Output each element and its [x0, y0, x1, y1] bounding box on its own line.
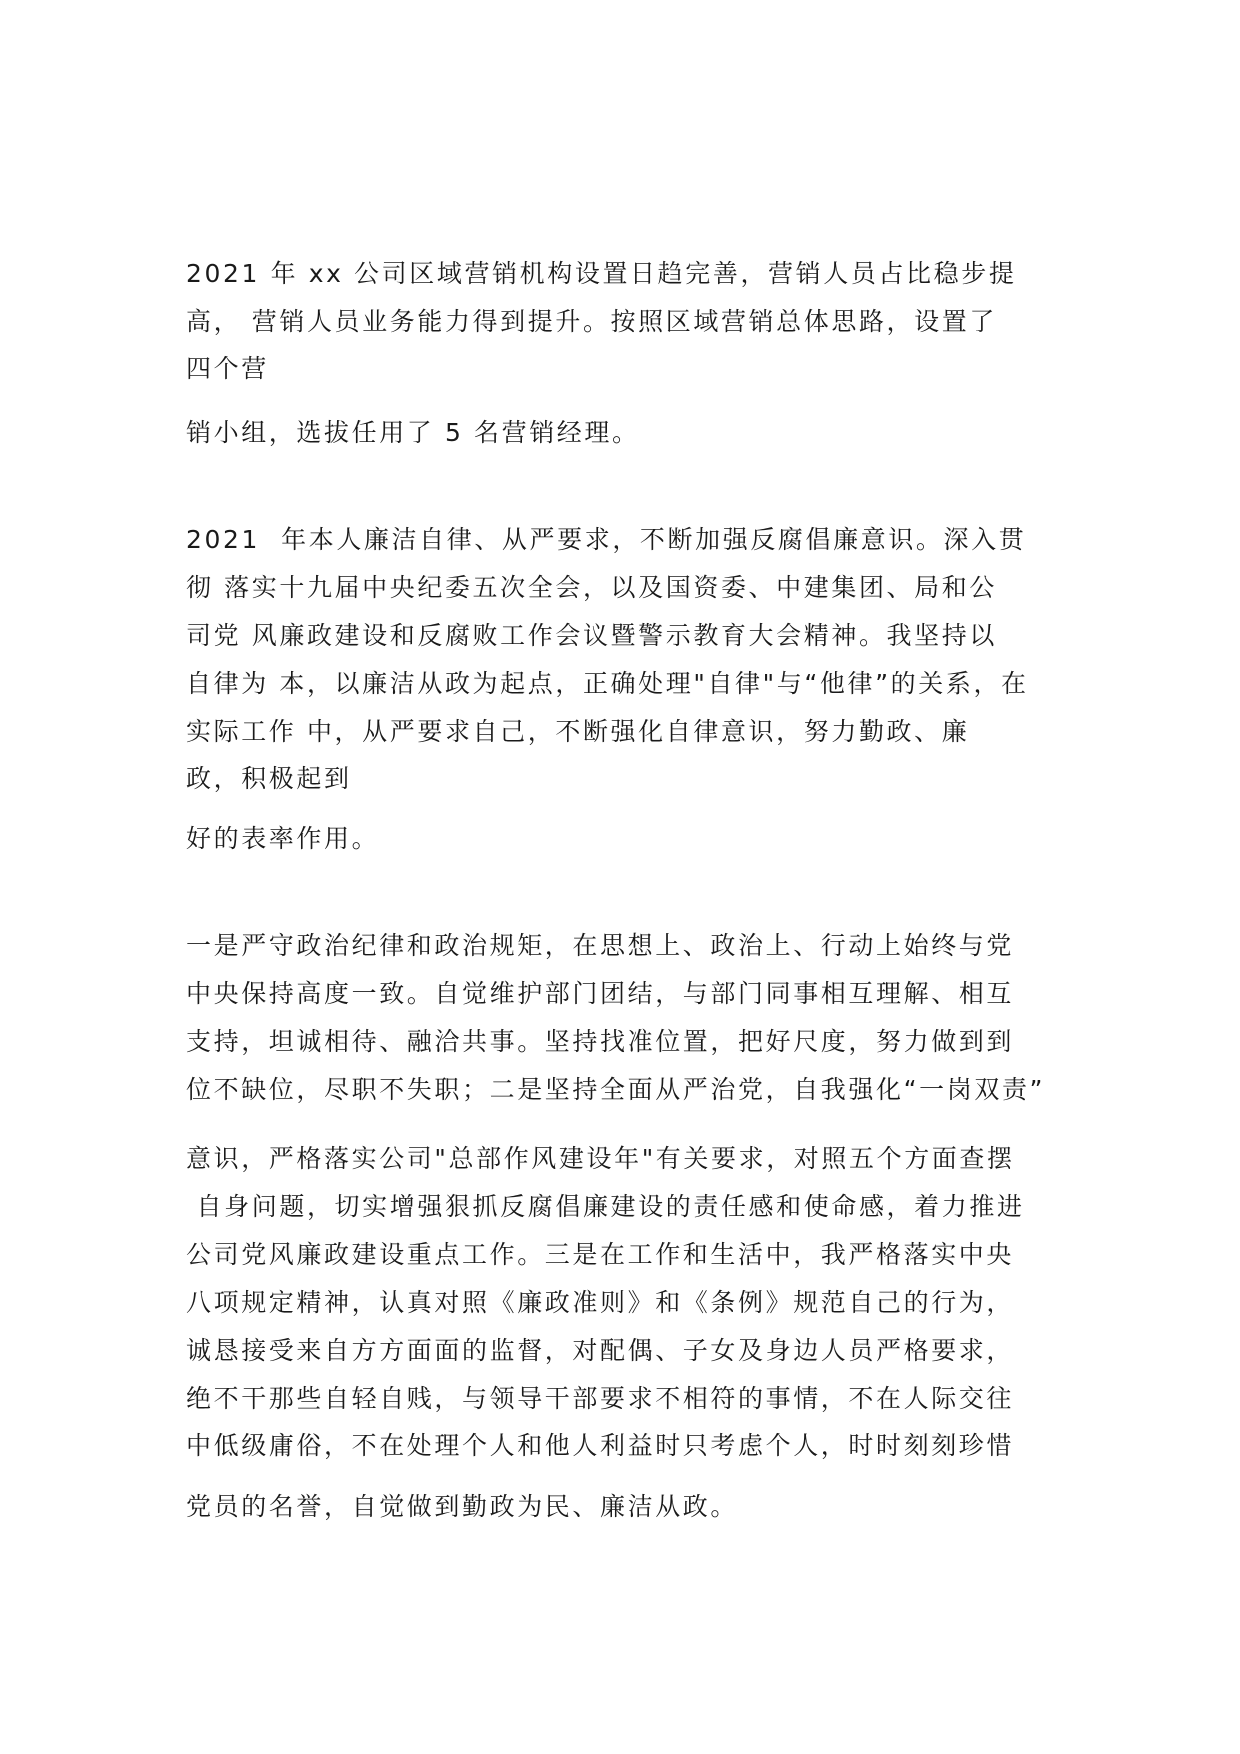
- text-line: 中低级庸俗，不在处理个人和他人利益时只考虑个人，时时刻刻珍惜: [186, 1431, 1015, 1460]
- text-line: 司党 风廉政建设和反腐败工作会议暨警示教育大会精神。我坚持以: [186, 621, 997, 650]
- text-line: 彻 落实十九届中央纪委五次全会，以及国资委、中建集团、局和公: [186, 573, 997, 602]
- text-line: 诚恳接受来自方方面面的监督，对配偶、子女及身边人员严格要求，: [186, 1336, 1015, 1365]
- text-line: 自身问题，切实增强狠抓反腐倡廉建设的责任感和使命感，着力推进: [186, 1192, 1025, 1221]
- text-line: 好的表率作用。: [186, 824, 380, 853]
- text-line: 2021 年本人廉洁自律、从严要求，不断加强反腐倡廉意识。深入贯: [186, 525, 1027, 554]
- text-line: 公司党风廉政建设重点工作。三是在工作和生活中，我严格落实中央: [186, 1240, 1015, 1269]
- text-line: 高， 营销人员业务能力得到提升。按照区域营销总体思路，设置了: [186, 307, 997, 336]
- text-line: 八项规定精神，认真对照《廉政准则》和《条例》规范自己的行为，: [186, 1288, 1015, 1317]
- text-line: 中央保持高度一致。自觉维护部门团结，与部门同事相互理解、相互: [186, 979, 1015, 1008]
- text-line: 党员的名誉，自觉做到勤政为民、廉洁从政。: [186, 1492, 739, 1521]
- text-line: 实际工作 中，从严要求自己，不断强化自律意识，努力勤政、廉: [186, 717, 970, 746]
- text-line: 自律为 本，以廉洁从政为起点，正确处理"自律"与“他律”的关系，在: [186, 669, 1029, 698]
- text-line: 政，积极起到: [186, 764, 352, 793]
- text-line: 支持，坦诚相待、融洽共事。坚持找准位置，把好尺度，努力做到到: [186, 1027, 1015, 1056]
- text-line: 2021 年 xx 公司区域营销机构设置日趋完善，营销人员占比稳步提: [186, 259, 1017, 288]
- text-line: 四个营: [186, 354, 269, 383]
- text-line: 一是严守政治纪律和政治规矩，在思想上、政治上、行动上始终与党: [186, 931, 1015, 960]
- text-line: 意识，严格落实公司"总部作风建设年"有关要求，对照五个方面查摆: [186, 1144, 1015, 1173]
- text-line: 位不缺位，尽职不失职；二是坚持全面从严治党，自我强化“一岗双责”: [186, 1075, 1046, 1104]
- text-line: 绝不干那些自轻自贱，与领导干部要求不相符的事情，不在人际交往: [186, 1384, 1015, 1413]
- text-line: 销小组，选拔任用了 5 名营销经理。: [186, 418, 640, 447]
